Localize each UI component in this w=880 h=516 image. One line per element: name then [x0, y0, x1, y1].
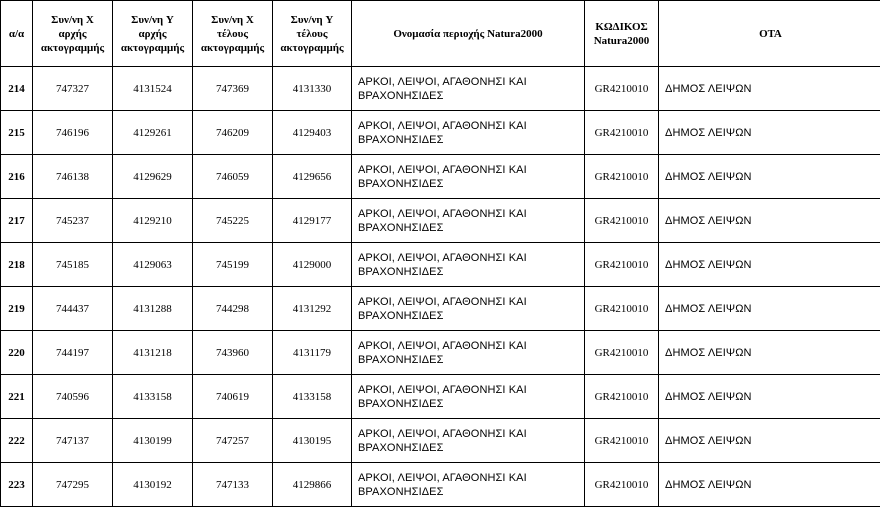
cell-x-start: 745237: [33, 199, 113, 243]
cell-aa: 216: [1, 155, 33, 199]
cell-code: GR4210010: [585, 287, 659, 331]
table-row: [1, 375, 880, 419]
header-area: Ονομασία περιοχής Natura2000: [352, 1, 585, 67]
table-row: [1, 67, 880, 111]
cell-code: GR4210010: [585, 199, 659, 243]
cell-area: ΑΡΚΟΙ, ΛΕΙΨΟΙ, ΑΓΑΘΟΝΗΣΙ ΚΑΙ ΒΡΑΧΟΝΗΣΙΔΕΣ: [352, 287, 585, 331]
table-row: [1, 419, 880, 463]
cell-y-start: 4131288: [113, 287, 193, 331]
cell-y-start: 4129261: [113, 111, 193, 155]
cell-aa: 218: [1, 243, 33, 287]
cell-ota: ΔΗΜΟΣ ΛΕΙΨΩΝ: [659, 375, 880, 419]
cell-x-start: 747137: [33, 419, 113, 463]
cell-code: GR4210010: [585, 331, 659, 375]
cell-area: ΑΡΚΟΙ, ΛΕΙΨΟΙ, ΑΓΑΘΟΝΗΣΙ ΚΑΙ ΒΡΑΧΟΝΗΣΙΔΕΣ: [352, 463, 585, 507]
table-row: [1, 155, 880, 199]
cell-area: ΑΡΚΟΙ, ΛΕΙΨΟΙ, ΑΓΑΘΟΝΗΣΙ ΚΑΙ ΒΡΑΧΟΝΗΣΙΔΕΣ: [352, 243, 585, 287]
cell-ota: ΔΗΜΟΣ ΛΕΙΨΩΝ: [659, 111, 880, 155]
cell-x-end: 747257: [193, 419, 273, 463]
cell-y-end: 4131330: [273, 67, 352, 111]
cell-ota: ΔΗΜΟΣ ΛΕΙΨΩΝ: [659, 67, 880, 111]
cell-y-start: 4129629: [113, 155, 193, 199]
cell-x-end: 747369: [193, 67, 273, 111]
cell-code: GR4210010: [585, 67, 659, 111]
cell-x-start: 745185: [33, 243, 113, 287]
header-y-start: Συν/νη Y αρχής ακτογραμμής: [113, 1, 193, 67]
header-code: ΚΩΔΙΚΟΣ Natura2000: [585, 1, 659, 67]
cell-area: ΑΡΚΟΙ, ΛΕΙΨΟΙ, ΑΓΑΘΟΝΗΣΙ ΚΑΙ ΒΡΑΧΟΝΗΣΙΔΕΣ: [352, 199, 585, 243]
cell-y-end: 4133158: [273, 375, 352, 419]
cell-x-start: 744197: [33, 331, 113, 375]
cell-y-start: 4130192: [113, 463, 193, 507]
cell-area: ΑΡΚΟΙ, ΛΕΙΨΟΙ, ΑΓΑΘΟΝΗΣΙ ΚΑΙ ΒΡΑΧΟΝΗΣΙΔΕΣ: [352, 331, 585, 375]
cell-aa: 222: [1, 419, 33, 463]
table-row: [1, 243, 880, 287]
cell-aa: 219: [1, 287, 33, 331]
cell-ota: ΔΗΜΟΣ ΛΕΙΨΩΝ: [659, 287, 880, 331]
header-x-start: Συν/νη X αρχής ακτογραμμής: [33, 1, 113, 67]
cell-x-start: 747295: [33, 463, 113, 507]
cell-x-end: 745225: [193, 199, 273, 243]
cell-area: ΑΡΚΟΙ, ΛΕΙΨΟΙ, ΑΓΑΘΟΝΗΣΙ ΚΑΙ ΒΡΑΧΟΝΗΣΙΔΕΣ: [352, 67, 585, 111]
cell-x-end: 747133: [193, 463, 273, 507]
cell-x-end: 744298: [193, 287, 273, 331]
cell-y-end: 4131292: [273, 287, 352, 331]
cell-aa: 223: [1, 463, 33, 507]
cell-y-end: 4129000: [273, 243, 352, 287]
cell-y-start: 4129063: [113, 243, 193, 287]
cell-x-end: 746059: [193, 155, 273, 199]
table-row: [1, 111, 880, 155]
cell-x-end: 740619: [193, 375, 273, 419]
header-aa: α/α: [1, 1, 33, 67]
cell-code: GR4210010: [585, 155, 659, 199]
cell-y-start: 4130199: [113, 419, 193, 463]
cell-y-start: 4131524: [113, 67, 193, 111]
header-row: [1, 1, 880, 67]
cell-area: ΑΡΚΟΙ, ΛΕΙΨΟΙ, ΑΓΑΘΟΝΗΣΙ ΚΑΙ ΒΡΑΧΟΝΗΣΙΔΕΣ: [352, 419, 585, 463]
cell-y-end: 4129656: [273, 155, 352, 199]
cell-x-end: 745199: [193, 243, 273, 287]
cell-code: GR4210010: [585, 111, 659, 155]
cell-y-end: 4129177: [273, 199, 352, 243]
cell-x-start: 740596: [33, 375, 113, 419]
cell-ota: ΔΗΜΟΣ ΛΕΙΨΩΝ: [659, 419, 880, 463]
table-row: [1, 463, 880, 507]
header-x-end: Συν/νη X τέλους ακτογραμμής: [193, 1, 273, 67]
cell-y-start: 4133158: [113, 375, 193, 419]
cell-code: GR4210010: [585, 375, 659, 419]
cell-x-start: 746138: [33, 155, 113, 199]
cell-area: ΑΡΚΟΙ, ΛΕΙΨΟΙ, ΑΓΑΘΟΝΗΣΙ ΚΑΙ ΒΡΑΧΟΝΗΣΙΔΕΣ: [352, 155, 585, 199]
cell-y-end: 4129866: [273, 463, 352, 507]
cell-ota: ΔΗΜΟΣ ΛΕΙΨΩΝ: [659, 463, 880, 507]
cell-aa: 221: [1, 375, 33, 419]
cell-y-end: 4130195: [273, 419, 352, 463]
cell-y-start: 4129210: [113, 199, 193, 243]
cell-y-start: 4131218: [113, 331, 193, 375]
table-row: [1, 331, 880, 375]
cell-y-end: 4131179: [273, 331, 352, 375]
cell-y-end: 4129403: [273, 111, 352, 155]
cell-x-end: 746209: [193, 111, 273, 155]
cell-x-start: 747327: [33, 67, 113, 111]
cell-code: GR4210010: [585, 243, 659, 287]
cell-area: ΑΡΚΟΙ, ΛΕΙΨΟΙ, ΑΓΑΘΟΝΗΣΙ ΚΑΙ ΒΡΑΧΟΝΗΣΙΔΕΣ: [352, 111, 585, 155]
cell-code: GR4210010: [585, 463, 659, 507]
cell-ota: ΔΗΜΟΣ ΛΕΙΨΩΝ: [659, 243, 880, 287]
table-row: [1, 199, 880, 243]
cell-aa: 214: [1, 67, 33, 111]
cell-aa: 217: [1, 199, 33, 243]
cell-ota: ΔΗΜΟΣ ΛΕΙΨΩΝ: [659, 199, 880, 243]
cell-x-start: 746196: [33, 111, 113, 155]
header-ota: ΟΤΑ: [659, 1, 880, 67]
header-y-end: Συν/νη Y τέλους ακτογραμμής: [273, 1, 352, 67]
cell-aa: 215: [1, 111, 33, 155]
cell-ota: ΔΗΜΟΣ ΛΕΙΨΩΝ: [659, 331, 880, 375]
cell-ota: ΔΗΜΟΣ ΛΕΙΨΩΝ: [659, 155, 880, 199]
table-row: [1, 287, 880, 331]
cell-x-end: 743960: [193, 331, 273, 375]
cell-area: ΑΡΚΟΙ, ΛΕΙΨΟΙ, ΑΓΑΘΟΝΗΣΙ ΚΑΙ ΒΡΑΧΟΝΗΣΙΔΕΣ: [352, 375, 585, 419]
cell-x-start: 744437: [33, 287, 113, 331]
cell-code: GR4210010: [585, 419, 659, 463]
cell-aa: 220: [1, 331, 33, 375]
